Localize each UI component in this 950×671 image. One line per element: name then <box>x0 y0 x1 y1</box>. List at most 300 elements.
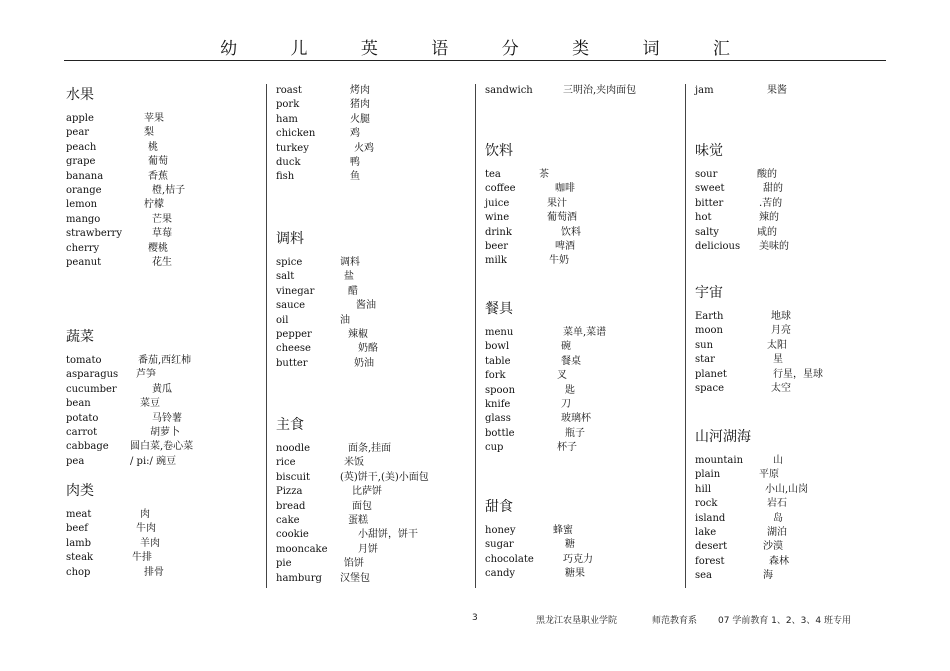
vocab-column-4 <box>685 84 895 588</box>
vocab-entry <box>276 256 476 270</box>
vocab-entry <box>485 441 685 455</box>
chinese-meaning: 葡萄酒 <box>547 212 577 224</box>
vocab-entry <box>485 524 685 538</box>
vocab-entry <box>485 398 685 412</box>
english-word: ham <box>276 113 298 125</box>
chinese-meaning: 面条,挂面 <box>348 443 392 454</box>
chinese-meaning: 咖啡 <box>555 183 575 195</box>
english-word: beef <box>66 523 88 535</box>
page-number: 3 <box>472 613 478 623</box>
english-word: carrot <box>66 426 98 438</box>
english-word: asparagus <box>66 369 119 381</box>
vocab-entry <box>66 213 266 227</box>
vocab-entry <box>695 512 895 526</box>
vocab-entry <box>276 314 476 328</box>
chinese-meaning: 太阳 <box>767 339 787 351</box>
vocab-section <box>276 228 476 371</box>
chinese-meaning: 餐桌 <box>561 355 581 367</box>
vocab-entry <box>695 84 895 98</box>
vocab-entry <box>276 456 476 470</box>
chinese-meaning: 海 <box>763 570 773 582</box>
vocab-entry <box>276 485 476 499</box>
english-word: spice <box>276 257 303 268</box>
chinese-meaning: 火鸡 <box>354 142 374 154</box>
vocab-entry <box>695 168 895 182</box>
chinese-meaning: 花生 <box>152 256 172 268</box>
chinese-meaning: 羊肉 <box>140 537 160 549</box>
chinese-meaning: 草莓 <box>152 228 172 240</box>
chinese-meaning: 甜的 <box>763 183 783 195</box>
english-word: pear <box>66 127 90 139</box>
english-word: Earth <box>695 311 724 322</box>
chinese-meaning: 汉堡包 <box>340 572 370 584</box>
vocab-entry <box>276 514 476 528</box>
chinese-meaning: 菜豆 <box>140 398 160 410</box>
english-word: honey <box>485 525 516 536</box>
english-word: salt <box>276 271 295 283</box>
chinese-meaning: / pi:/ 豌豆 <box>130 455 177 467</box>
vocab-entry <box>485 168 685 182</box>
vocab-section <box>485 84 685 98</box>
vocab-entry <box>695 483 895 497</box>
english-word: milk <box>485 255 507 267</box>
vocab-entry <box>66 455 266 469</box>
english-word: chocolate <box>485 553 534 565</box>
vocab-entry <box>485 226 685 240</box>
chinese-meaning: 瓶子 <box>565 427 585 439</box>
english-word: biscuit <box>276 471 310 483</box>
vocab-entry <box>695 310 895 324</box>
chinese-meaning: 马铃薯 <box>152 412 182 424</box>
chinese-meaning: 醋 <box>348 285 358 297</box>
vocab-entry <box>485 369 685 383</box>
vocab-entry <box>695 182 895 196</box>
chinese-meaning: 奶酪 <box>358 343 378 355</box>
chinese-meaning: 碗 <box>561 341 571 353</box>
chinese-meaning: 鸭 <box>350 156 360 168</box>
chinese-meaning: 梨 <box>144 127 154 139</box>
vocab-entry <box>276 270 476 284</box>
english-word: peanut <box>66 256 102 268</box>
english-word: wine <box>485 212 510 224</box>
chinese-meaning: 火腿 <box>350 113 370 125</box>
vocab-entry <box>695 454 895 468</box>
vocab-section <box>695 282 895 396</box>
section-heading: 蔬菜 <box>66 329 94 345</box>
chinese-meaning: 巧克力 <box>563 553 593 565</box>
vocab-entry <box>276 543 476 557</box>
vocab-entry <box>485 355 685 369</box>
vocab-entry <box>695 382 895 396</box>
english-word: moon <box>695 325 723 337</box>
english-word: delicious <box>695 240 741 252</box>
english-word: cabbage <box>66 441 109 453</box>
english-word: pie <box>276 558 292 570</box>
english-word: salty <box>695 226 719 238</box>
chinese-meaning: 烤肉 <box>350 85 370 96</box>
section-heading: 水果 <box>66 87 94 103</box>
vocab-entry <box>66 170 266 184</box>
vocab-entry <box>276 113 476 127</box>
section-heading: 饮料 <box>485 143 513 159</box>
english-word: drink <box>485 226 512 238</box>
english-word: tomato <box>66 355 102 366</box>
vocab-entry <box>276 328 476 342</box>
english-word: desert <box>695 541 728 553</box>
chinese-meaning: 湖泊 <box>767 526 787 538</box>
chinese-meaning: 茶 <box>539 169 549 180</box>
vocab-entry <box>695 211 895 225</box>
footer-classes: 07 学前教育 1、2、3、4 班专用 <box>718 616 851 626</box>
vocab-entry <box>695 353 895 367</box>
vocab-entry <box>66 566 266 580</box>
chinese-meaning: 叉 <box>557 370 567 382</box>
english-word: sea <box>695 570 713 582</box>
vocab-entry <box>66 354 266 368</box>
english-word: candy <box>485 568 516 580</box>
chinese-meaning: 岛 <box>773 512 783 524</box>
chinese-meaning: 米饭 <box>344 457 364 469</box>
vocab-entry <box>276 357 476 371</box>
chinese-meaning: 盐 <box>344 271 354 283</box>
chinese-meaning: 辣的 <box>759 212 779 224</box>
chinese-meaning: 柠檬 <box>144 199 164 211</box>
chinese-meaning: 月亮 <box>771 325 791 337</box>
english-word: hot <box>695 212 712 224</box>
english-word: chicken <box>276 128 316 140</box>
english-word: sauce <box>276 300 306 312</box>
english-word: planet <box>695 368 727 380</box>
section-heading: 肉类 <box>66 483 94 499</box>
english-word: potato <box>66 412 99 424</box>
vocab-section <box>276 414 476 586</box>
english-word: steak <box>66 552 94 564</box>
chinese-meaning: 小甜饼，饼干 <box>358 529 418 541</box>
english-word: fish <box>276 171 295 183</box>
chinese-meaning: 牛肉 <box>136 523 156 535</box>
chinese-meaning: 肉 <box>140 509 150 520</box>
vocab-entry <box>66 184 266 198</box>
vocab-entry <box>66 126 266 140</box>
vocab-entry <box>276 84 476 98</box>
chinese-meaning: 菜单,菜谱 <box>563 327 607 338</box>
vocab-entry <box>485 211 685 225</box>
chinese-meaning: 玻璃杯 <box>561 413 591 425</box>
chinese-meaning: 酱油 <box>356 300 376 312</box>
section-heading: 甜食 <box>485 499 513 515</box>
vocab-entry <box>485 84 685 98</box>
vocab-entry <box>66 551 266 565</box>
chinese-meaning: .苦的 <box>759 197 783 209</box>
english-word: bowl <box>485 341 510 353</box>
english-word: lamb <box>66 537 92 549</box>
vocab-entry <box>485 553 685 567</box>
english-word: bitter <box>695 197 724 209</box>
chinese-meaning: 番茄,西红柿 <box>138 355 192 366</box>
section-heading: 味觉 <box>695 143 723 159</box>
vocab-section <box>485 298 685 456</box>
vocab-section <box>66 84 266 270</box>
vocab-entry <box>695 197 895 211</box>
vocab-entry <box>276 500 476 514</box>
english-word: mango <box>66 213 101 225</box>
chinese-meaning: 酸的 <box>757 169 777 180</box>
chinese-meaning: 行星，星球 <box>773 368 823 380</box>
vocab-column-3 <box>475 84 685 588</box>
english-word: beer <box>485 240 509 252</box>
english-word: lake <box>695 526 717 538</box>
vocab-entry <box>276 342 476 356</box>
english-word: menu <box>485 327 514 338</box>
english-word: coffee <box>485 183 516 195</box>
vocab-entry <box>276 471 476 485</box>
vocab-entry <box>485 412 685 426</box>
english-word: turkey <box>276 142 309 154</box>
vocab-entry <box>276 156 476 170</box>
vocab-entry <box>66 508 266 522</box>
vocab-entry <box>276 299 476 313</box>
english-word: cucumber <box>66 383 117 395</box>
vocab-entry <box>276 572 476 586</box>
vocab-entry <box>276 528 476 542</box>
chinese-meaning: 太空 <box>771 382 791 394</box>
english-word: chop <box>66 566 91 578</box>
chinese-meaning: 刀 <box>561 398 571 410</box>
vocab-section <box>276 84 476 185</box>
footer-department: 师范教育系 <box>652 616 698 626</box>
section-heading: 调料 <box>276 231 304 247</box>
chinese-meaning: 饮料 <box>561 226 581 238</box>
chinese-meaning: 糖 <box>565 539 575 551</box>
vocab-section <box>485 496 685 582</box>
chinese-meaning: 平原 <box>759 469 779 481</box>
chinese-meaning: 森林 <box>769 555 789 567</box>
chinese-meaning: 小山,山岗 <box>765 483 809 495</box>
vocab-entry <box>276 557 476 571</box>
english-word: noodle <box>276 443 310 454</box>
english-word: roast <box>276 85 302 96</box>
vocab-entry <box>276 285 476 299</box>
english-word: fork <box>485 370 506 382</box>
english-word: bread <box>276 500 306 512</box>
chinese-meaning: 橙,桔子 <box>152 184 186 196</box>
section-heading: 餐具 <box>485 301 513 317</box>
chinese-meaning: 猪肉 <box>350 99 370 111</box>
chinese-meaning: 辣椒 <box>348 328 368 340</box>
chinese-meaning: 沙漠 <box>763 541 783 553</box>
chinese-meaning: 苹果 <box>144 113 164 124</box>
vocab-entry <box>695 569 895 583</box>
chinese-meaning: 香蕉 <box>148 170 168 182</box>
vocab-entry <box>66 397 266 411</box>
chinese-meaning: 牛奶 <box>549 255 569 267</box>
english-word: apple <box>66 113 94 124</box>
section-heading: 主食 <box>276 417 304 433</box>
vocab-entry <box>485 384 685 398</box>
chinese-meaning: 圆白菜,卷心菜 <box>130 441 194 453</box>
vocab-entry <box>276 127 476 141</box>
chinese-meaning: 果酱 <box>767 85 787 96</box>
vocab-column-2 <box>266 84 476 588</box>
vocab-entry <box>485 567 685 581</box>
section-heading: 山河湖海 <box>695 429 751 445</box>
chinese-meaning: 糖果 <box>565 568 585 580</box>
chinese-meaning: 比萨饼 <box>352 486 382 498</box>
english-word: cake <box>276 514 300 526</box>
vocab-entry <box>695 339 895 353</box>
english-word: banana <box>66 170 104 182</box>
chinese-meaning: 蜂蜜 <box>553 525 573 536</box>
vocab-entry <box>276 170 476 184</box>
chinese-meaning: 馅饼 <box>344 558 364 570</box>
chinese-meaning: 芒果 <box>152 213 172 225</box>
vocab-entry <box>66 426 266 440</box>
english-word: hill <box>695 483 712 495</box>
english-word: butter <box>276 357 308 369</box>
title-rule <box>64 60 886 61</box>
english-word: jam <box>695 85 714 96</box>
english-word: lemon <box>66 199 98 211</box>
english-word: plain <box>695 469 721 481</box>
english-word: hamburg <box>276 572 322 584</box>
chinese-meaning: 山 <box>773 455 783 466</box>
english-word: Pizza <box>276 486 303 498</box>
vocab-entry <box>66 256 266 270</box>
chinese-meaning: 调料 <box>340 257 360 268</box>
chinese-meaning: 樱桃 <box>148 242 168 254</box>
vocab-column-1 <box>66 84 266 588</box>
english-word: bean <box>66 398 91 410</box>
vocab-entry <box>66 440 266 454</box>
vocab-entry <box>695 368 895 382</box>
vocab-entry <box>276 442 476 456</box>
english-word: rice <box>276 457 296 469</box>
vocab-entry <box>66 383 266 397</box>
vocab-entry <box>485 254 685 268</box>
english-word: orange <box>66 184 102 196</box>
chinese-meaning: 排骨 <box>144 566 164 578</box>
vocab-entry <box>485 326 685 340</box>
vocab-entry <box>695 526 895 540</box>
chinese-meaning: 星 <box>773 354 783 366</box>
chinese-meaning: 美味的 <box>759 240 789 252</box>
english-word: table <box>485 355 511 367</box>
chinese-meaning: 月饼 <box>358 543 378 555</box>
chinese-meaning: 葡萄 <box>148 156 168 168</box>
vocab-entry <box>66 368 266 382</box>
vocab-section <box>695 140 895 254</box>
vocab-entry <box>485 182 685 196</box>
english-word: duck <box>276 156 301 168</box>
chinese-meaning: (英)饼干,(美)小面包 <box>340 471 429 483</box>
vocab-entry <box>695 468 895 482</box>
english-word: spoon <box>485 384 516 396</box>
english-word: bottle <box>485 427 515 439</box>
english-word: cheese <box>276 343 311 355</box>
vocab-entry <box>695 226 895 240</box>
english-word: star <box>695 354 715 366</box>
english-word: mooncake <box>276 543 328 555</box>
chinese-meaning: 桃 <box>148 141 158 153</box>
vocab-entry <box>66 198 266 212</box>
english-word: cookie <box>276 529 309 541</box>
vocab-entry <box>276 142 476 156</box>
english-word: pepper <box>276 328 312 340</box>
vocab-section <box>485 140 685 269</box>
chinese-meaning: 岩石 <box>767 498 787 510</box>
english-word: mountain <box>695 455 744 466</box>
chinese-meaning: 蛋糕 <box>348 514 368 526</box>
vocab-entry <box>66 227 266 241</box>
vocab-entry <box>66 522 266 536</box>
chinese-meaning: 咸的 <box>757 226 777 238</box>
chinese-meaning: 面包 <box>352 500 372 512</box>
vocab-entry <box>276 98 476 112</box>
vocab-entry <box>66 537 266 551</box>
chinese-meaning: 果汁 <box>547 197 567 209</box>
english-word: cherry <box>66 242 100 254</box>
english-word: rock <box>695 498 718 510</box>
vocab-section <box>695 84 895 98</box>
vocab-entry <box>485 340 685 354</box>
english-word: sun <box>695 339 714 351</box>
english-word: meat <box>66 509 92 520</box>
chinese-meaning: 鸡 <box>350 128 360 140</box>
chinese-meaning: 杯子 <box>557 442 577 454</box>
vocab-entry <box>485 197 685 211</box>
english-word: pork <box>276 99 300 111</box>
vocab-entry <box>66 141 266 155</box>
english-word: glass <box>485 413 511 425</box>
english-word: space <box>695 382 725 394</box>
english-word: island <box>695 512 726 524</box>
vocab-entry <box>66 155 266 169</box>
page-title: 幼 儿 英 语 分 类 词 汇 <box>220 39 754 59</box>
english-word: peach <box>66 141 97 153</box>
english-word: sweet <box>695 183 725 195</box>
chinese-meaning: 芦笋 <box>136 369 156 381</box>
english-word: pea <box>66 455 85 467</box>
chinese-meaning: 黄瓜 <box>152 383 172 395</box>
english-word: strawberry <box>66 228 122 240</box>
chinese-meaning: 奶油 <box>354 357 374 369</box>
english-word: knife <box>485 398 511 410</box>
footer-school: 黑龙江农垦职业学院 <box>536 616 618 626</box>
english-word: grape <box>66 156 96 168</box>
chinese-meaning: 啤酒 <box>555 240 575 252</box>
vocab-entry <box>66 242 266 256</box>
english-word: tea <box>485 169 501 180</box>
english-word: juice <box>485 197 510 209</box>
vocab-entry <box>66 112 266 126</box>
vocab-section <box>695 426 895 584</box>
vocab-section <box>66 326 266 469</box>
vocab-entry <box>485 538 685 552</box>
vocab-section <box>66 480 266 580</box>
english-word: sour <box>695 169 718 180</box>
english-word: sandwich <box>485 85 533 96</box>
section-heading: 宇宙 <box>695 285 723 301</box>
english-word: sugar <box>485 539 514 551</box>
vocab-entry <box>66 412 266 426</box>
english-word: vinegar <box>276 285 315 297</box>
vocab-entry <box>695 240 895 254</box>
chinese-meaning: 胡萝卜 <box>150 426 180 438</box>
english-word: oil <box>276 314 289 326</box>
chinese-meaning: 牛排 <box>132 552 152 564</box>
chinese-meaning: 三明治,夹肉面包 <box>563 85 637 96</box>
vocab-entry <box>695 555 895 569</box>
